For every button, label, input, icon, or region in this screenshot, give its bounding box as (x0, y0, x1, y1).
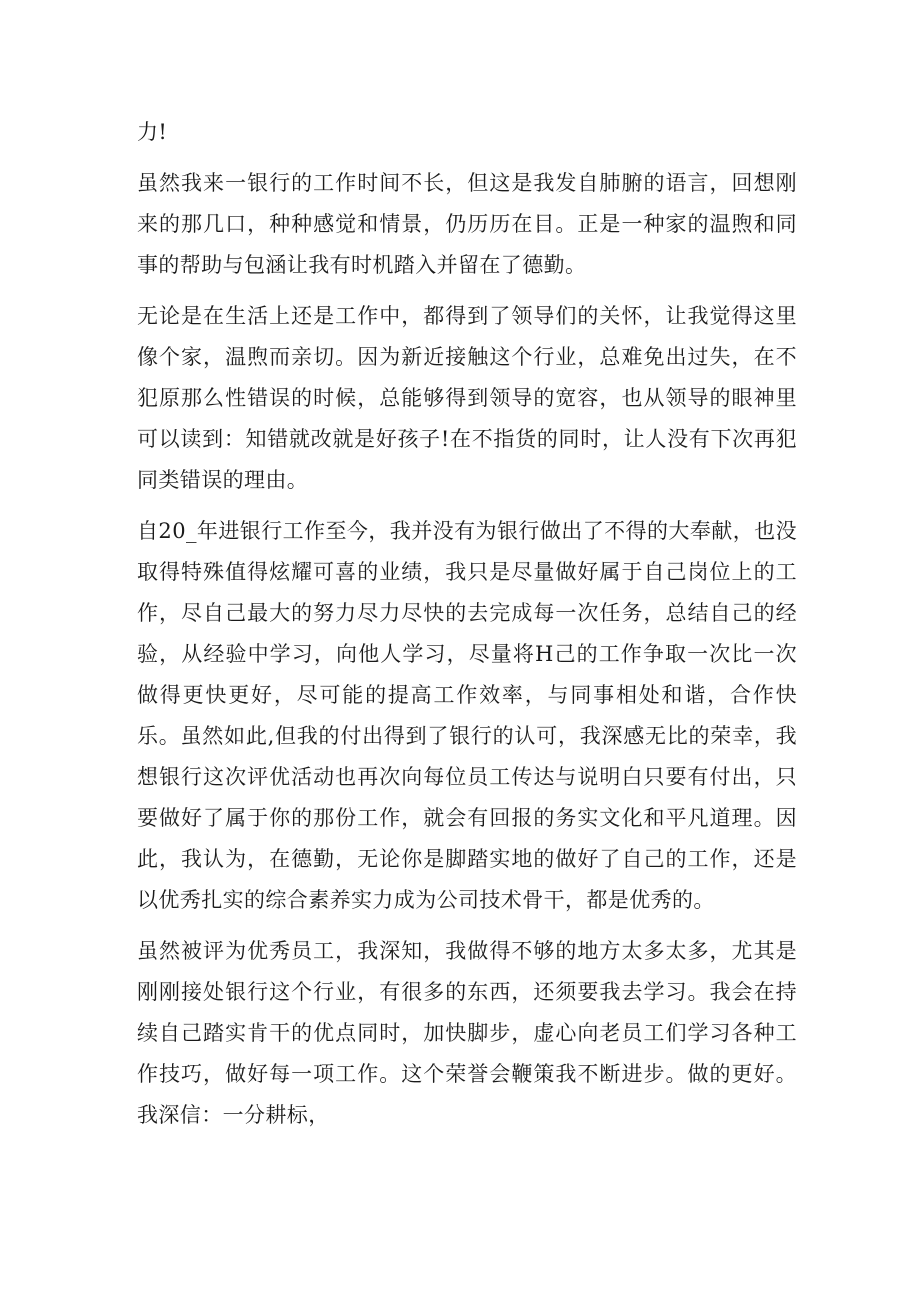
paragraph-3: 无论是在生活上还是工作中，都得到了领导们的关怀，让我觉得这里像个家，温煦而亲切。因为新近接触这个行业，总难免出过失，在不犯原那么性错误的时候，总能够得到领导的宽容，也从领导的眼神里可以读到：知错就改就是好孩子!在不指货的同时，让人没有下次再犯同类错误的理由。 (137, 304, 797, 492)
paragraph-2: 虽然我来一银行的工作时间不长，但这是我发自肺腑的语言，回想刚来的那几口，种种感觉和情景，仍历历在目。正是一种家的温煦和同事的帮助与包涵让我有时机踏入并留在了德勤。 (137, 171, 797, 277)
paragraph-1: 力! (137, 120, 168, 144)
paragraph-4: 自20_年进银行工作至今，我并没有为银行做出了不得的大奉献，也没取得特殊值得炫耀可喜的业绩，我只是尽量做好属于自己岗位上的工作，尽自己最大的努力尽力尽快的去完成每一次任务，总结自己的经验，从经验中学习，向他人学习，尽量将H己的工作争取一次比一次做得更快更好，尽可能的提高工作效率，与同事相处和谐，合作快乐。虽然如此,但我的付出得到了银行的认可，我深感无比的荣幸，我想银行这次评优活动也再次向每位员工传达与说明白只要有付出，只要做好了属于你的那份工作，就会有回报的务实文化和平凡道理。因此，我认为，在德勤，无论你是脚踏实地的做好了自己的工作，还是以优秀扎实的综合素养实力成为公司技术骨干，都是优秀的。 (137, 519, 797, 912)
paragraph-5: 虽然被评为优秀员工，我深知，我做得不够的地方太多太多，尤其是刚刚接处银行这个行业，有很多的东西，还须要我去学习。我会在持续自己踏实肯干的优点同时，加快脚步，虚心向老员工们学习各种工作技巧，做好每一项工作。这个荣誉会鞭策我不断进步。做的更好。我深信：一分耕标， (137, 939, 797, 1127)
document-body (137, 112, 797, 1146)
